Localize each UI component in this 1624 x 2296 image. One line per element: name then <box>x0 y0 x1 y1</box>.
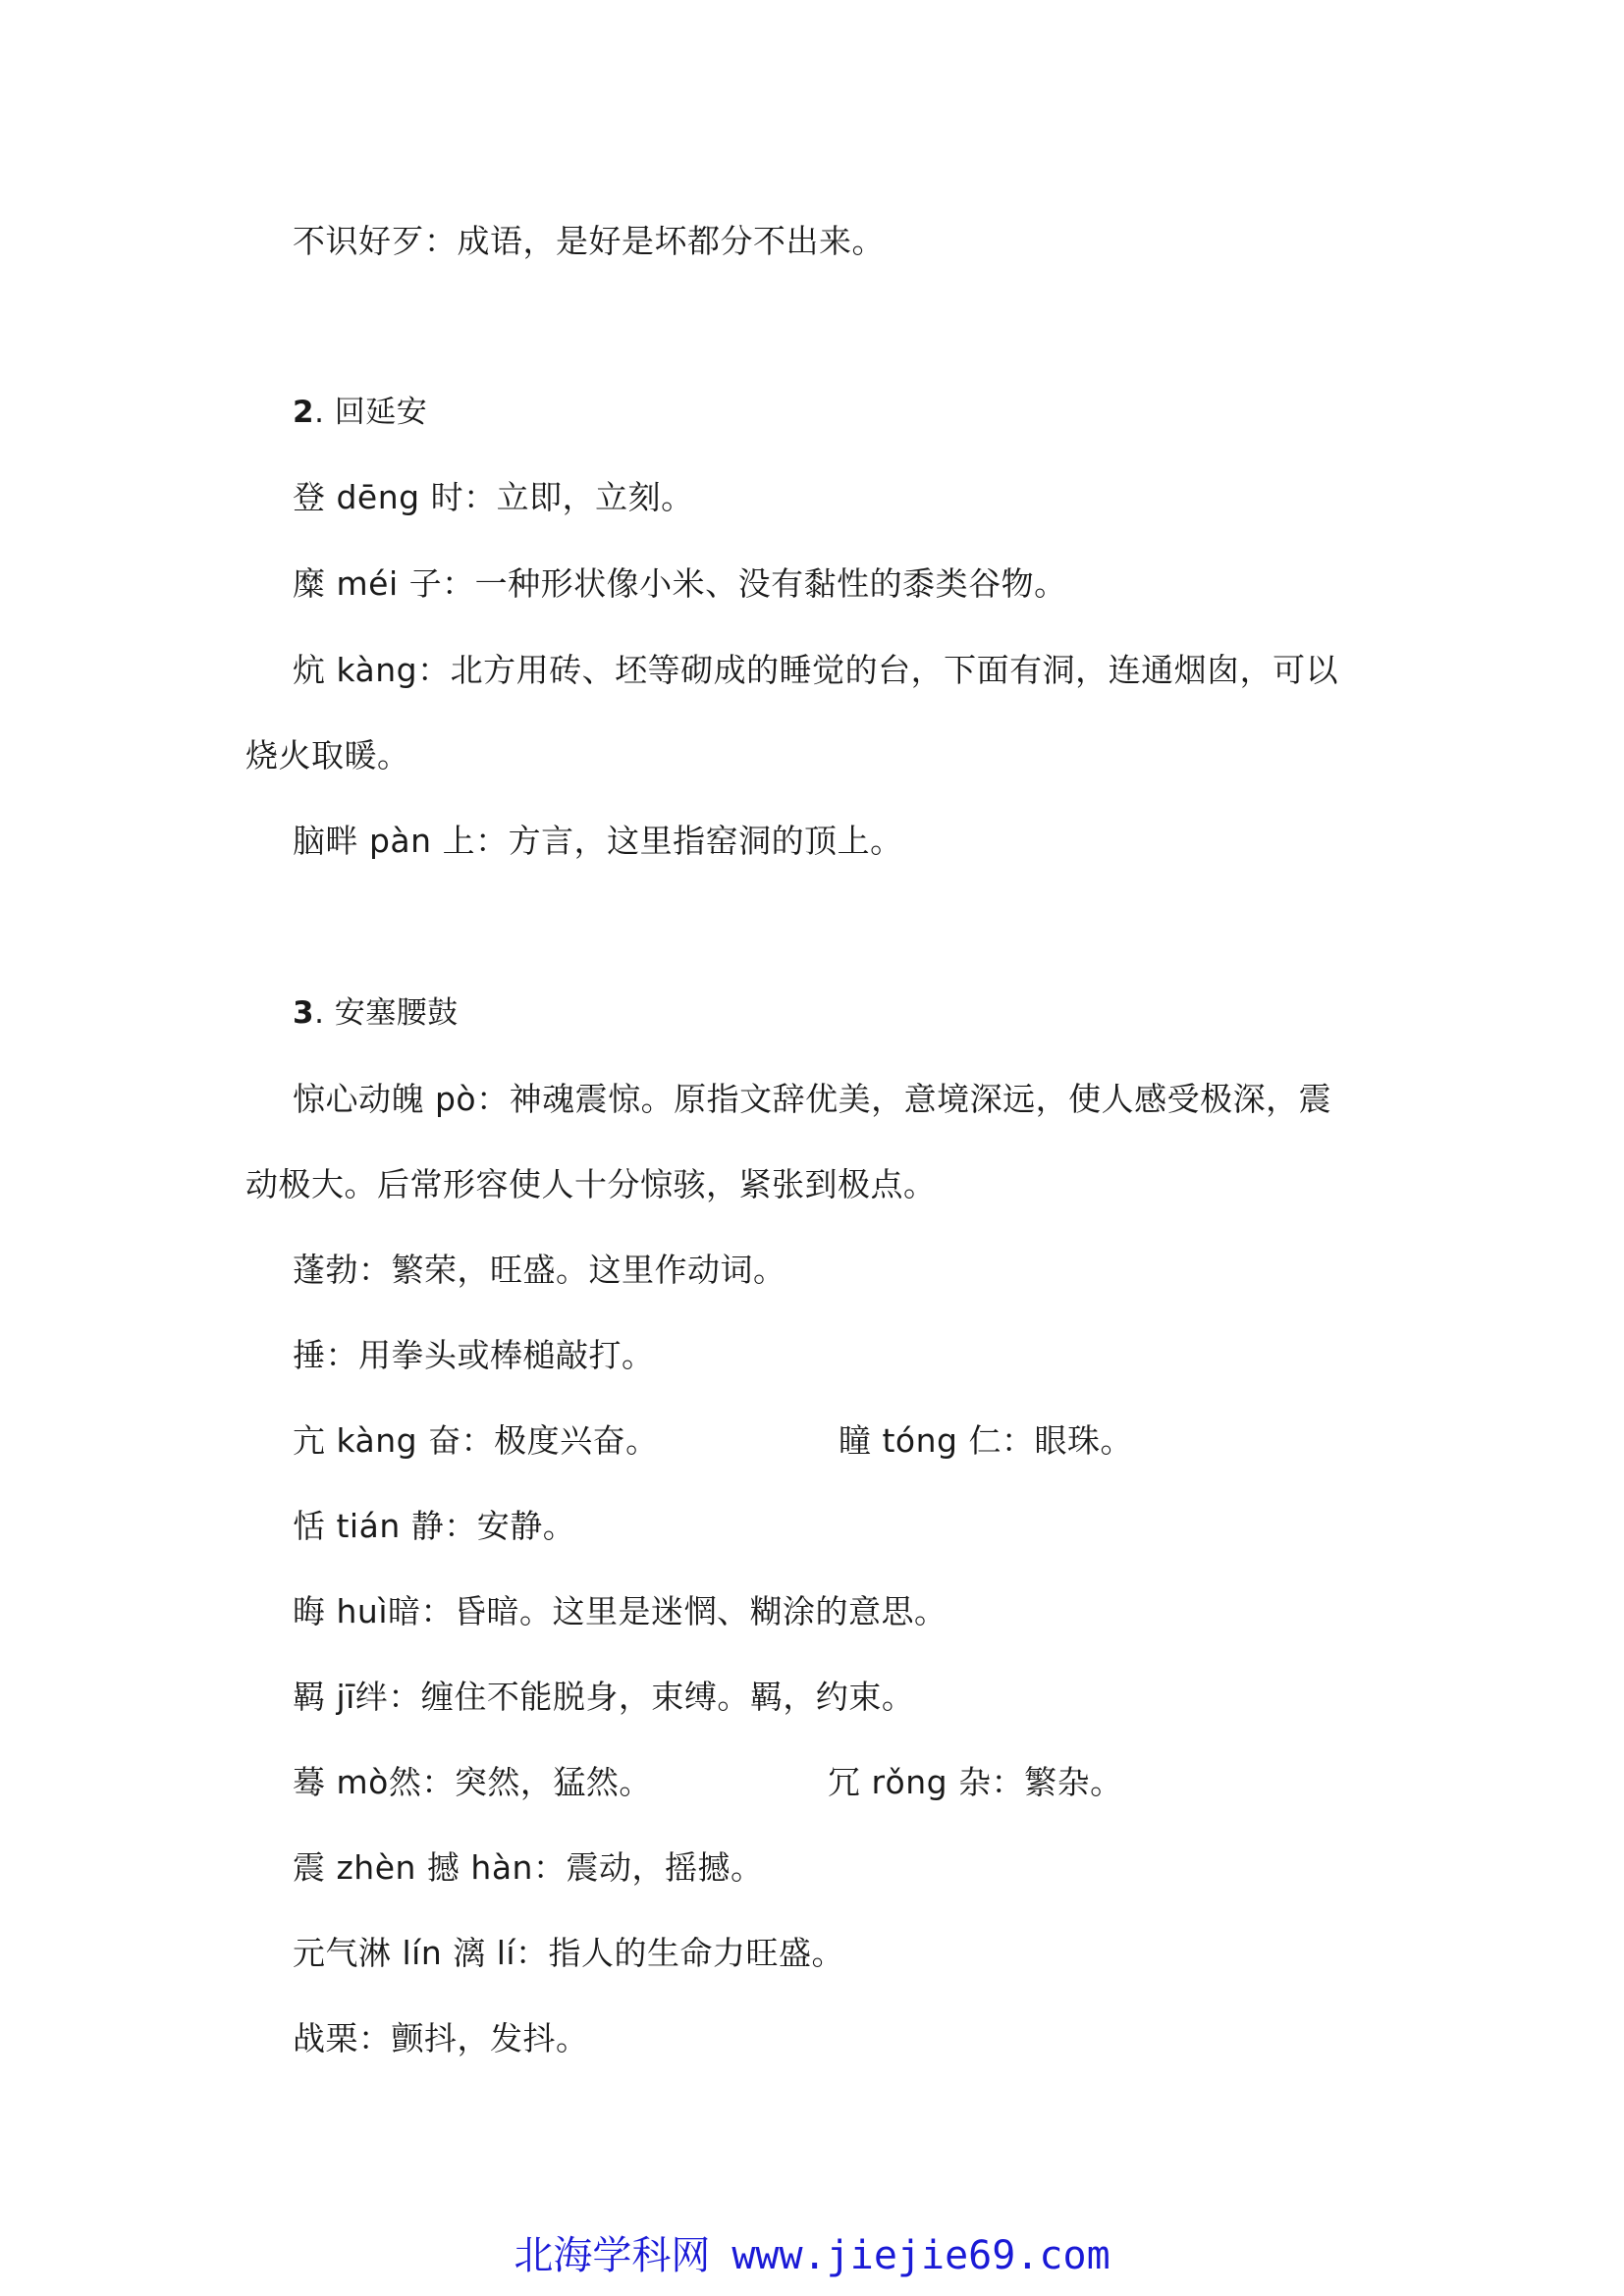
footer-watermark <box>0 2228 1624 2283</box>
entry-jiban: 羁 jī绊：缠住不能脱身，束缚。羁，约束。 <box>293 1678 915 1716</box>
footer-site-name: 北海学科网 <box>514 2233 711 2278</box>
entry-jingxindongpo-continued: 动极大。后常形容使人十分惊骇，紧张到极点。 <box>245 1165 937 1203</box>
entry-jingxindongpo: 惊心动魄 pò：神魂震惊。原指文辞优美，意境深远，使人感受极深，震 <box>293 1080 1332 1118</box>
entry-kang: 炕 kàng：北方用砖、坯等砌成的睡觉的台，下面有洞，连通烟囱，可以 <box>293 651 1339 689</box>
entry-pengbo: 蓬勃：繁荣，旺盛。这里作动词。 <box>293 1251 786 1289</box>
entry-huian: 晦 huì暗：昏暗。这里是迷惘、糊涂的意思。 <box>293 1592 947 1630</box>
entry-kangfen: 亢 kàng 奋：极度兴奋。 <box>293 1421 659 1460</box>
entry-zhenhan: 震 zhèn 撼 hàn：震动，摇撼。 <box>293 1848 764 1887</box>
entry-yuanqilinli: 元气淋 lín 漓 lí：指人的生命力旺盛。 <box>293 1934 845 1972</box>
footer-url: www.jiejie69.com <box>731 2233 1110 2278</box>
entry-tianjing: 恬 tián 静：安静。 <box>293 1507 576 1545</box>
section-heading-2 <box>293 391 427 434</box>
entry-buzhihaodai: 不识好歹：成语，是好是坏都分不出来。 <box>293 222 885 260</box>
entry-chui: 捶：用拳头或棒槌敲打。 <box>293 1336 655 1374</box>
entry-zhanli: 战栗：颤抖，发抖。 <box>293 2019 589 2057</box>
entry-dengshi: 登 dēng 时：立即，立刻。 <box>293 478 694 516</box>
entry-kang-continued: 烧火取暖。 <box>245 736 410 774</box>
entry-meizi: 糜 méi 子：一种形状像小米、没有黏性的黍类谷物。 <box>293 564 1067 603</box>
section-title: . 回延安 <box>314 395 428 430</box>
entry-naopan: 脑畔 pàn 上：方言，这里指窑洞的顶上。 <box>293 822 903 860</box>
entry-row-moran <box>293 1761 1123 1804</box>
section-title: . 安塞腰鼓 <box>314 995 459 1031</box>
section-heading-3 <box>293 991 459 1035</box>
section-number: 2 <box>293 395 315 430</box>
entry-rongza: 冗 rǒng 杂：繁杂。 <box>828 1763 1123 1801</box>
entry-row-kangfen <box>293 1419 1133 1463</box>
entry-moran: 蓦 mò然：突然，猛然。 <box>293 1763 652 1801</box>
section-number: 3 <box>293 995 315 1031</box>
entry-tongren: 瞳 tóng 仁：眼珠。 <box>839 1421 1133 1460</box>
